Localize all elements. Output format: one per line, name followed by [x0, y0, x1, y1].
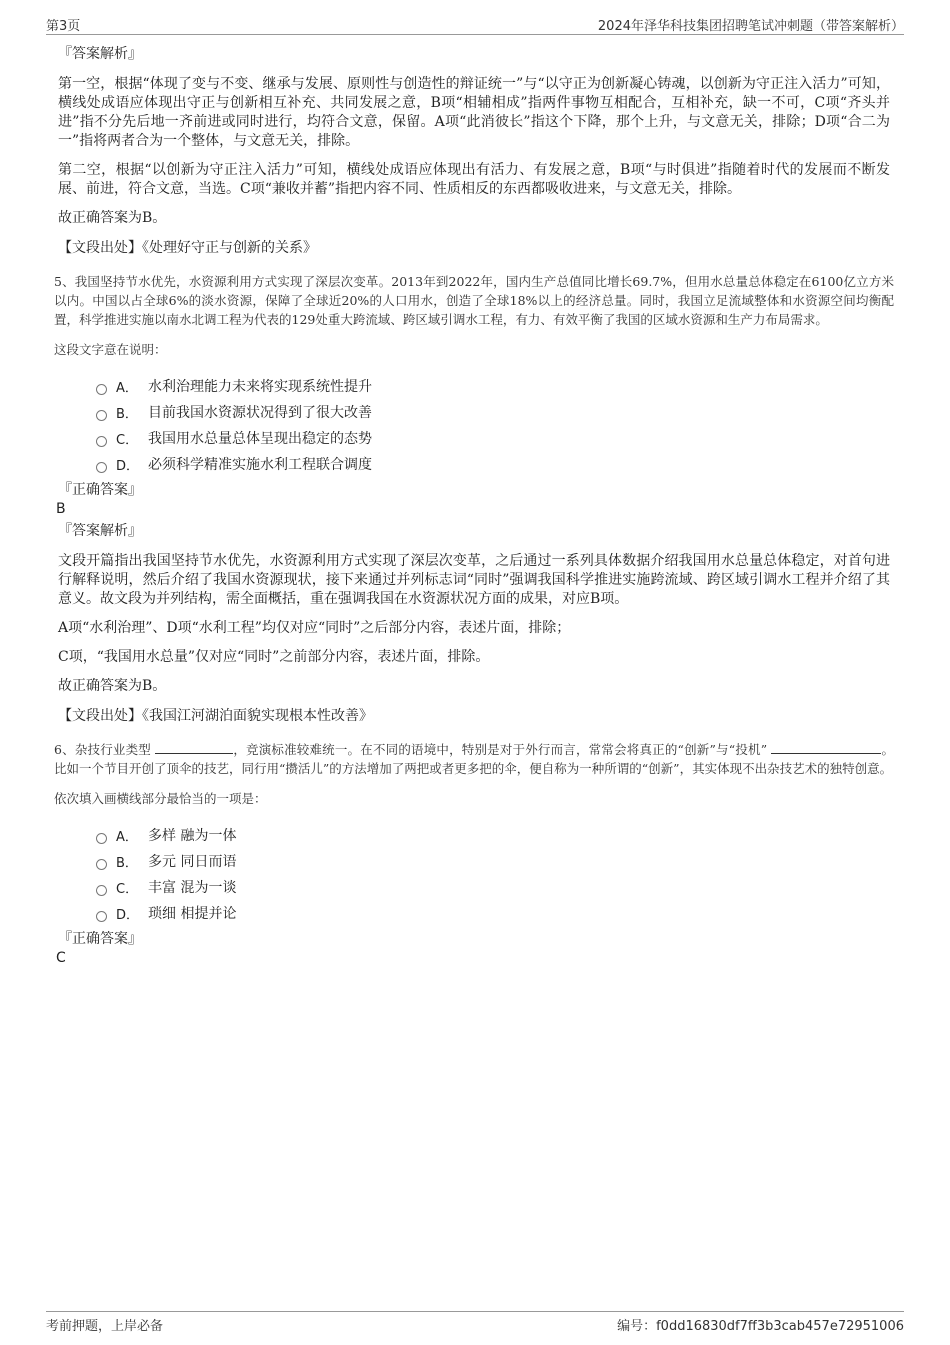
q5-conclusion: 故正确答案为B。 — [58, 678, 167, 694]
q5-option-c[interactable] — [96, 425, 890, 451]
q5-analysis-label: 『答案解析』 — [58, 523, 142, 539]
q6-question — [54, 740, 894, 778]
fill-blank-2 — [771, 741, 881, 754]
q4-analysis-para-2: 第二空，根据“以创新为守正注入活力”可知，横线处成语应体现出有活力、有发展之意，B项“与时俱进”指随着时代的发展而不断发展、前进，符合文意，当选。C项“兼收并蓄”指把内容不同、性质相反的东西都吸收进来，与文意无关，排除。 — [58, 162, 890, 197]
option-letter: C． — [116, 881, 139, 897]
q5-source: 【文段出处】《我国江河湖泊面貌实现根本性改善》 — [58, 708, 373, 724]
radio-button-icon[interactable] — [96, 833, 107, 844]
radio-button-icon[interactable] — [96, 859, 107, 870]
q4-conclusion: 故正确答案为B。 — [58, 210, 167, 226]
q5-prompt: 这段文字意在说明： — [54, 342, 167, 357]
option-text: 多样 融为一体 — [148, 828, 237, 844]
radio-button-icon[interactable] — [96, 911, 107, 922]
q5-options — [96, 373, 890, 477]
q6-answer: C — [56, 950, 66, 966]
radio-button-icon[interactable] — [96, 462, 107, 473]
option-text: 多元 同日而语 — [148, 854, 237, 870]
q5-option-a[interactable] — [96, 373, 890, 399]
q5-option-d[interactable] — [96, 451, 890, 477]
option-text: 我国用水总量总体呈现出稳定的态势 — [148, 431, 372, 447]
q6-option-b[interactable] — [96, 848, 890, 874]
option-text: 琐细 相提并论 — [148, 906, 237, 922]
page-number: 第3页 — [46, 19, 81, 34]
q5-option-b[interactable] — [96, 399, 890, 425]
q5-analysis-para-2: A项“水利治理”、D项“水利工程”均仅对应“同时”之后部分内容，表述片面，排除； — [58, 620, 571, 636]
radio-button-icon[interactable] — [96, 436, 107, 447]
option-text: 水利治理能力未来将实现系统性提升 — [148, 379, 372, 395]
option-letter: A． — [116, 380, 138, 396]
option-letter: B． — [116, 855, 138, 871]
option-text: 目前我国水资源状况得到了很大改善 — [148, 405, 372, 421]
q6-question-part-2: ，竞演标准较难统一。在不同的语境中，特别是对于外行而言，常常会将真正的“创新”与“投机” — [233, 742, 768, 757]
option-text: 必须科学精准实施水利工程联合调度 — [148, 457, 372, 473]
q6-prompt: 依次填入画横线部分最恰当的一项是： — [54, 791, 267, 806]
page-footer — [46, 1311, 904, 1334]
radio-button-icon[interactable] — [96, 885, 107, 896]
radio-button-icon[interactable] — [96, 384, 107, 395]
q5-answer-label: 『正确答案』 — [58, 482, 142, 498]
option-letter: B． — [116, 406, 138, 422]
q6-option-c[interactable] — [96, 874, 890, 900]
radio-button-icon[interactable] — [96, 410, 107, 421]
option-letter: A． — [116, 829, 138, 845]
page-content — [54, 44, 894, 970]
page-header — [46, 14, 904, 35]
q6-question-part-3: 。比如一个节目开创了顶伞的技艺，同行用“攒活儿”的方法增加了两把或者更多把的伞，便自称为一种所谓的“创新”，其实体现不出杂技艺术的独特创意。 — [54, 742, 894, 776]
q4-analysis-label: 『答案解析』 — [58, 46, 142, 62]
option-letter: C． — [116, 432, 139, 448]
q6-question-part-1: 6、杂技行业类型 — [54, 742, 151, 757]
q4-analysis-para-1: 第一空，根据“体现了变与不变、继承与发展、原则性与创造性的辩证统一”与“以守正为创新凝心铸魂，以创新为守正注入活力”可知，横线处成语应体现出守正与创新相互补充、共同发展之意，B项“相辅相成”指两件事物互相配合，互相补充，缺一不可，C项“齐头并进”指不分先后地一齐前进或同时进行，均符合文意，保留。A项“此消彼长”指这个下降，那个上升，与文意无关，排除；D项“合二为一”指将两者合为一个整体，与文意无关，排除。 — [58, 76, 890, 149]
q6-options — [96, 822, 890, 926]
option-letter: D． — [116, 458, 140, 474]
q4-source: 【文段出处】《处理好守正与创新的关系》 — [58, 240, 317, 256]
q5-analysis-para-3: C项，“我国用水总量”仅对应“同时”之前部分内容，表述片面，排除。 — [58, 649, 490, 665]
q5-analysis-para-1: 文段开篇指出我国坚持节水优先，水资源利用方式实现了深层次变革，之后通过一系列具体数据介绍我国用水总量总体稳定，对首句进行解释说明，然后介绍了我国水资源现状，接下来通过并列标志词“同时”强调我国科学推进实施跨流域、跨区域引调水工程并介绍了其意义。故文段为并列结构，需全面概括，重在强调我国在水资源状况方面的成果，对应B项。 — [58, 553, 890, 607]
fill-blank-1 — [155, 741, 233, 754]
document-title: 2024年泽华科技集团招聘笔试冲刺题（带答案解析） — [597, 19, 904, 34]
q6-option-a[interactable] — [96, 822, 890, 848]
q5-question: 5、我国坚持节水优先，水资源利用方式实现了深层次变革。2013年到2022年，国内生产总值同比增长69.7%，但用水总量总体稳定在6100亿立方米以内。中国以占全球6%的淡水资源，保障了全球近20%的人口用水，创造了全球18%以上的经济总量。同时，我国立足流域整体和水资源空间均衡配置，科学推进实施以南水北调工程为代表的129处重大跨流域、跨区域引调水工程，有力、有效平衡了我国的区域水资源和生产力布局需求。 — [54, 274, 894, 327]
option-text: 丰富 混为一谈 — [148, 880, 237, 896]
q5-answer: B — [56, 501, 66, 517]
q6-answer-label: 『正确答案』 — [58, 931, 142, 947]
option-letter: D． — [116, 907, 140, 923]
document-code: 编号：f0dd16830df7ff3b3cab457e72951006 — [617, 1319, 904, 1334]
footer-slogan: 考前押题，上岸必备 — [46, 1319, 164, 1334]
q6-option-d[interactable] — [96, 900, 890, 926]
